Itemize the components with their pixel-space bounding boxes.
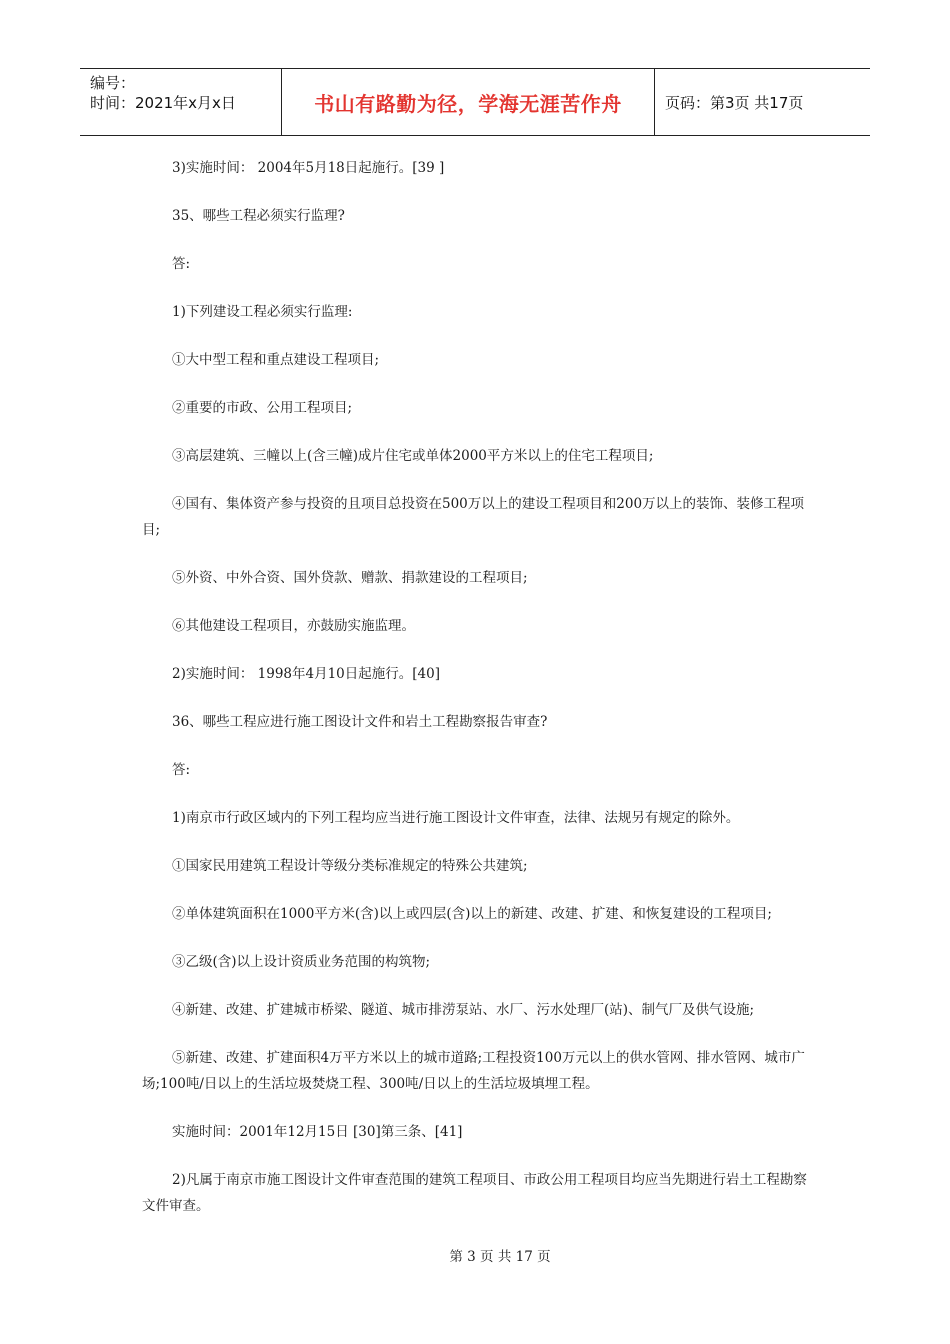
list-item: ⑤新建、改建、扩建面积4万平方米以上的城市道路;工程投资100万元以上的供水管网、排水管网、城市广场;100吨/日以上的生活垃圾焚烧工程、300吨/日以上的生活垃圾填埋工程。	[142, 1050, 805, 1092]
list-item: ②重要的市政、公用工程项目;	[172, 400, 353, 416]
document-number-label: 编号：	[90, 74, 136, 92]
paragraph: 1)下列建设工程必须实行监理:	[172, 304, 353, 320]
question-heading: 36、哪些工程应进行施工图设计文件和岩土工程勘察报告审查?	[172, 714, 548, 730]
list-item: ⑤外资、中外合资、国外贷款、赠款、捐款建设的工程项目;	[172, 570, 528, 586]
header-page-info: 页码：第3页 共17页	[665, 93, 804, 112]
paragraph: 3)实施时间： 2004年5月18日起施行。[39 ]	[172, 160, 445, 176]
list-item: ④新建、改建、扩建城市桥梁、隧道、城市排涝泵站、水厂、污水处理厂(站)、制气厂及供气设施;	[172, 1002, 755, 1018]
list-item: ⑥其他建设工程项目，亦鼓励实施监理。	[172, 618, 415, 634]
paragraph: 2)实施时间： 1998年4月10日起施行。[40]	[172, 666, 440, 682]
list-item: ③高层建筑、三幢以上(含三幢)成片住宅或单体2000平方米以上的住宅工程项目;	[172, 448, 654, 464]
list-item: ①大中型工程和重点建设工程项目;	[172, 352, 380, 368]
list-item: ①国家民用建筑工程设计等级分类标准规定的特殊公共建筑;	[172, 858, 528, 874]
document-date: 时间：2021年x月x日	[90, 94, 236, 112]
question-heading: 35、哪些工程必须实行监理?	[172, 208, 345, 224]
header-motto: 书山有路勤为径，学海无涯苦作舟	[282, 69, 655, 135]
list-item: ④国有、集体资产参与投资的且项目总投资在500万以上的建设工程项目和200万以上的装饰、装修工程项目;	[142, 496, 805, 538]
page-header	[80, 68, 870, 136]
answer-label: 答:	[172, 762, 191, 778]
list-item: ②单体建筑面积在1000平方米(含)以上或四层(含)以上的新建、改建、扩建、和恢复建设的工程项目;	[172, 906, 772, 922]
answer-label: 答:	[172, 256, 191, 272]
document-body	[142, 155, 812, 1241]
list-item: ③乙级(含)以上设计资质业务范围的构筑物;	[172, 954, 431, 970]
paragraph: 1)南京市行政区域内的下列工程均应当进行施工图设计文件审查，法律、法规另有规定的除外。	[172, 810, 740, 826]
paragraph: 2)凡属于南京市施工图设计文件审查范围的建筑工程项目、市政公用工程项目均应当先期进行岩土工程勘察文件审查。	[142, 1172, 807, 1214]
page-footer: 第 3 页 共 17 页	[449, 1249, 551, 1265]
paragraph: 实施时间：2001年12月15日 [30]第三条、[41]	[172, 1124, 463, 1140]
header-meta	[80, 69, 282, 135]
